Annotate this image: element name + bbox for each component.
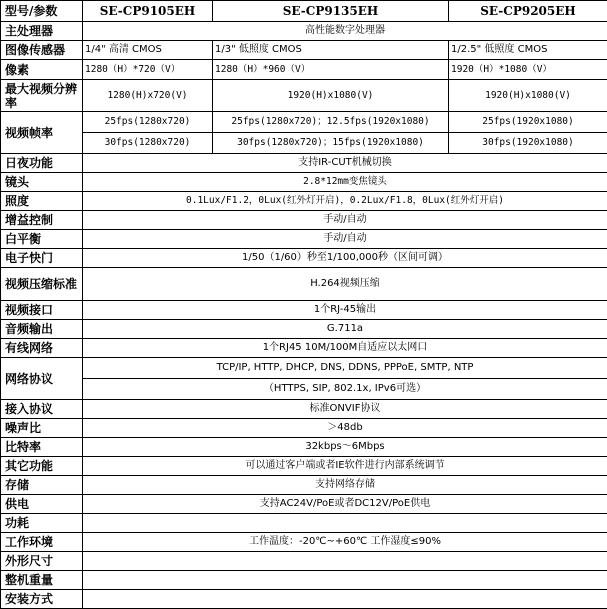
model-1-value: 25fps(1280x720) (83, 112, 213, 133)
model-2-value: 30fps(1280x720)；15fps(1920x1080) (213, 133, 449, 154)
row-value (83, 590, 607, 609)
spec-row (1, 571, 607, 590)
row-value: 可以通过客户端或者IE软件进行内部系统调节 (83, 457, 607, 476)
model-2-value: 1280（H）*960（V） (213, 60, 449, 80)
row-value: 1个RJ45 10M/100M自适应以太网口 (83, 339, 607, 358)
row-label: 最大视频分辨率 (1, 80, 83, 112)
spec-row (1, 268, 607, 301)
row-label: 功耗 (1, 514, 83, 533)
model-2-header: SE-CP9135EH (213, 1, 449, 22)
row-value: 工作温度：-20℃~+60℃ 工作湿度≤90% (83, 533, 607, 552)
row-label: 音频输出 (1, 320, 83, 339)
spec-row (1, 419, 607, 438)
spec-row (1, 192, 607, 211)
model-1-header: SE-CP9105EH (83, 1, 213, 22)
row-value: ＞48db (83, 419, 607, 438)
model-1-value: 1/4" 高清 CMOS (83, 41, 213, 60)
row-value: 手动/自动 (83, 211, 607, 230)
model-2-value: 1920(H)x1080(V) (213, 80, 449, 112)
row-value (83, 552, 607, 571)
row-label: 噪声比 (1, 419, 83, 438)
spec-row (1, 533, 607, 552)
row-label: 视频帧率 (1, 112, 83, 154)
model-3-header: SE-CP9205EH (449, 1, 607, 22)
row-label: 比特率 (1, 438, 83, 457)
row-label: 供电 (1, 495, 83, 514)
model-2-value: 1/3" 低照度 CMOS (213, 41, 449, 60)
row-value: H.264视频压缩 (83, 268, 607, 301)
row-label: 图像传感器 (1, 41, 83, 60)
row-value: 1个RJ-45输出 (83, 301, 607, 320)
row-label: 存储 (1, 476, 83, 495)
spec-row (1, 514, 607, 533)
row-value: 支持网络存储 (83, 476, 607, 495)
row-label: 外形尺寸 (1, 552, 83, 571)
model-3-value: 1920（H）*1080（V） (449, 60, 607, 80)
row-label: 其它功能 (1, 457, 83, 476)
row-label: 有线网络 (1, 339, 83, 358)
row-value: 标准ONVIF协议 (83, 400, 607, 419)
spec-row (1, 211, 607, 230)
max-resolution-row (1, 80, 607, 112)
row-label: 照度 (1, 192, 83, 211)
row-label: 镜头 (1, 173, 83, 192)
pixels-row (1, 60, 607, 80)
row-value: TCP/IP, HTTP, DHCP, DNS, DDNS, PPPoE, SMTP, NTP (83, 358, 607, 379)
row-label: 视频压缩标准 (1, 268, 83, 301)
spec-row (1, 320, 607, 339)
row-value: G.711a (83, 320, 607, 339)
row-label: 整机重量 (1, 571, 83, 590)
row-value (83, 571, 607, 590)
row-label: 视频接口 (1, 301, 83, 320)
model-1-value: 1280（H）*720（V） (83, 60, 213, 80)
model-2-value: 25fps(1280x720)；12.5fps(1920x1080) (213, 112, 449, 133)
row-label: 工作环境 (1, 533, 83, 552)
model-3-value: 25fps(1920x1080) (449, 112, 607, 133)
processor-row (1, 22, 607, 41)
protocols-row-2 (1, 379, 607, 400)
spec-row (1, 339, 607, 358)
model-1-value: 1280(H)x720(V) (83, 80, 213, 112)
protocols-row-1 (1, 358, 607, 379)
framerate-row-1 (1, 112, 607, 133)
header-row (1, 1, 607, 22)
spec-row (1, 400, 607, 419)
row-value: 手动/自动 (83, 230, 607, 249)
spec-row (1, 230, 607, 249)
spec-row (1, 249, 607, 268)
spec-row (1, 438, 607, 457)
row-label: 网络协议 (1, 358, 83, 400)
row-value: 支持IR-CUT机械切换 (83, 154, 607, 173)
row-label: 电子快门 (1, 249, 83, 268)
spec-row (1, 301, 607, 320)
row-label: 主处理器 (1, 22, 83, 41)
row-value: 高性能数字处理器 (83, 22, 607, 41)
spec-row (1, 457, 607, 476)
spec-row (1, 552, 607, 571)
model-3-value: 30fps(1920x1080) (449, 133, 607, 154)
spec-row (1, 495, 607, 514)
model-1-value: 30fps(1280x720) (83, 133, 213, 154)
row-label: 接入协议 (1, 400, 83, 419)
spec-row (1, 173, 607, 192)
spec-row (1, 476, 607, 495)
row-label: 增益控制 (1, 211, 83, 230)
row-value: 32kbps～6Mbps (83, 438, 607, 457)
header-label: 型号/参数 (1, 1, 83, 22)
row-value: 0.1Lux/F1.2，0Lux(红外灯开启)，0.2Lux/F1.8，0Lux(红外灯开启) (83, 192, 607, 211)
spec-row (1, 590, 607, 609)
spec-row (1, 154, 607, 173)
row-value: 2.8*12mm变焦镜头 (83, 173, 607, 192)
row-label: 日夜功能 (1, 154, 83, 173)
sensor-row (1, 41, 607, 60)
row-label: 像素 (1, 60, 83, 80)
model-3-value: 1920(H)x1080(V) (449, 80, 607, 112)
row-value: 支持AC24V/PoE或者DC12V/PoE供电 (83, 495, 607, 514)
model-3-value: 1/2.5" 低照度 CMOS (449, 41, 607, 60)
row-label: 白平衡 (1, 230, 83, 249)
framerate-row-2 (1, 133, 607, 154)
row-value: 1/50（1/60）秒至1/100,000秒（区间可调） (83, 249, 607, 268)
row-value: （HTTPS, SIP, 802.1x, IPv6可选） (83, 379, 607, 400)
row-value (83, 514, 607, 533)
row-label: 安装方式 (1, 590, 83, 609)
